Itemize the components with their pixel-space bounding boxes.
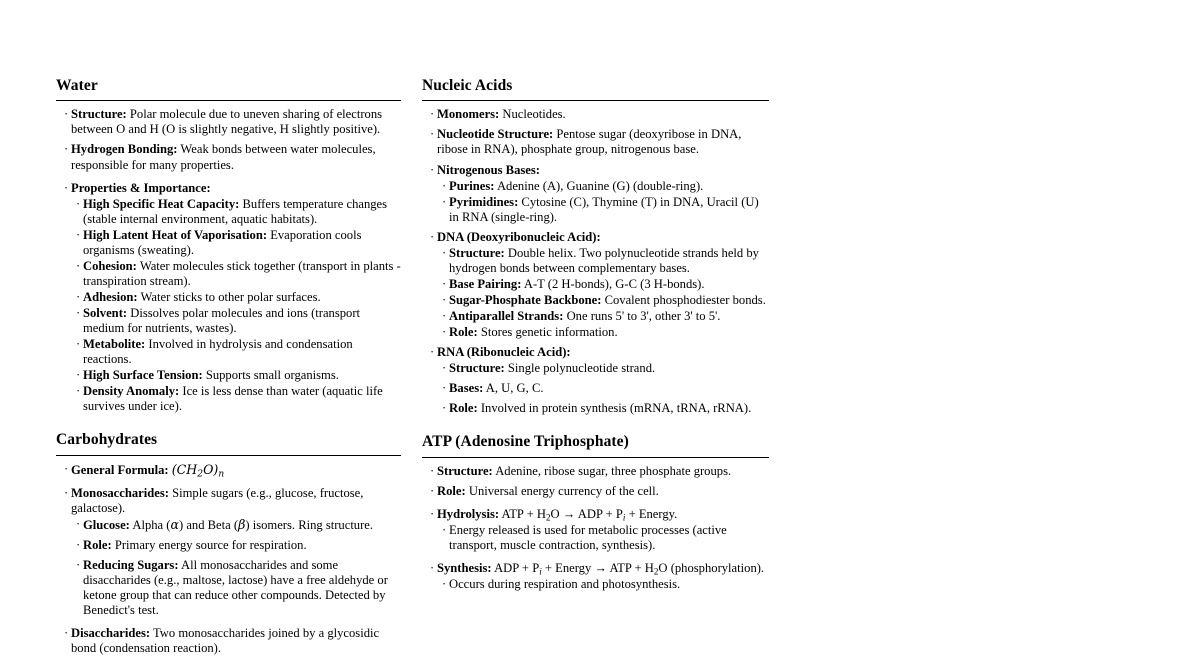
item-text: Single polynucleotide strand.	[507, 361, 656, 376]
bullet-icon: ·	[430, 560, 435, 575]
list-item	[442, 195, 769, 225]
nitrogenous-bases-sublist	[430, 179, 769, 225]
item-text: Nucleotides.	[502, 107, 566, 122]
list-item	[442, 293, 769, 308]
bullet-icon: ·	[76, 337, 81, 352]
item-text: Cytosine (C), Thymine (T) in DNA, Uracil (U) in RNA (single-ring).	[449, 194, 759, 224]
item-text: Evaporation cools organisms (sweating).	[83, 227, 362, 257]
atp-list	[422, 464, 769, 592]
list-item	[430, 561, 769, 576]
item-text: Polar molecule due to uneven sharing of electrons between O and H (O is slightly negative, H slightly positive).	[71, 107, 383, 137]
item-label: Monomers:	[437, 107, 500, 122]
item-label: Hydrogen Bonding:	[71, 142, 178, 157]
bullet-icon: ·	[76, 258, 81, 273]
item-text: Adenine (A), Guanine (G) (double-ring).	[496, 178, 704, 193]
bullet-icon: ·	[64, 142, 69, 157]
item-text: Energy released is used for metabolic processes (active transport, muscle contraction, synthesis).	[449, 522, 727, 552]
bullet-icon: ·	[76, 227, 81, 242]
item-text: Simple sugars (e.g., glucose, fructose, galactose).	[71, 485, 364, 515]
item-text: Double helix. Two polynucleotide strands held by hydrogen bonds between complementary bases.	[449, 245, 759, 275]
bullet-icon: ·	[442, 381, 447, 396]
list-item	[76, 558, 401, 618]
list-item	[442, 179, 769, 194]
list-item	[442, 577, 769, 592]
item-label: Density Anomaly:	[83, 384, 180, 399]
list-item	[64, 107, 401, 137]
bullet-icon: ·	[442, 324, 447, 339]
bullet-icon: ·	[76, 557, 81, 572]
item-label: Nucleotide Structure:	[437, 127, 554, 142]
list-item	[430, 163, 769, 178]
list-item	[430, 345, 769, 360]
item-label: Structure:	[449, 361, 505, 376]
item-label: RNA (Ribonucleic Acid):	[437, 345, 571, 360]
item-text: A, U, G, C.	[485, 381, 544, 396]
item-text: Involved in hydrolysis and condensation reactions.	[83, 337, 353, 367]
item-text: Occurs during respiration and photosynthesis.	[449, 576, 681, 591]
list-item	[76, 517, 401, 533]
dna-sublist	[430, 246, 769, 340]
bullet-icon: ·	[442, 522, 447, 537]
bullet-icon: ·	[76, 516, 81, 531]
item-label: Monosaccharides:	[71, 485, 169, 500]
item-text: All monosaccharides and some disaccharides (e.g., maltose, lactose) have a free aldehyde or ketone group that can reduce other compounds. Detected by Benedict's test.	[83, 557, 388, 618]
bullet-icon: ·	[430, 345, 435, 360]
item-label: Structure:	[71, 107, 127, 122]
item-label: Cohesion:	[83, 258, 137, 273]
list-item	[430, 127, 769, 157]
synthesis-sublist	[430, 577, 769, 592]
item-text: Water sticks to other polar surfaces.	[140, 289, 321, 304]
carbohydrates-list	[56, 462, 401, 657]
item-text: Stores genetic information.	[480, 324, 618, 339]
bullet-icon: ·	[430, 127, 435, 142]
section-nucleic-acids	[422, 76, 769, 416]
item-text: Involved in protein synthesis (mRNA, tRNA, rRNA).	[480, 401, 752, 416]
item-text: Weak bonds between water molecules, responsible for many properties.	[71, 142, 376, 172]
item-label: Solvent:	[83, 305, 128, 320]
item-label: Base Pairing:	[449, 276, 522, 291]
list-item	[76, 538, 401, 553]
left-column	[56, 76, 401, 657]
bullet-icon: ·	[64, 107, 69, 122]
item-label: Structure:	[437, 463, 493, 478]
list-item	[76, 290, 401, 305]
section-water	[56, 76, 401, 414]
section-divider-water	[56, 100, 401, 101]
list-item	[442, 523, 769, 553]
item-label: Reducing Sugars:	[83, 557, 179, 572]
item-label: Pyrimidines:	[449, 194, 519, 209]
item-label: Purines:	[449, 178, 495, 193]
bullet-icon: ·	[442, 245, 447, 260]
item-text: Alpha (α) and Beta (β) isomers. Ring structure.	[132, 516, 374, 532]
bullet-icon: ·	[64, 626, 69, 641]
item-text: Pentose sugar (deoxyribose in DNA, ribose in RNA), phosphate group, nitrogenous base.	[437, 127, 742, 157]
item-label: Properties & Importance:	[71, 180, 211, 195]
section-atp	[422, 432, 769, 592]
section-divider-nucleic-acids	[422, 100, 769, 101]
item-label: Structure:	[449, 245, 505, 260]
item-label: Adhesion:	[83, 289, 138, 304]
list-item	[442, 361, 769, 376]
bullet-icon: ·	[76, 384, 81, 399]
list-item	[76, 259, 401, 289]
list-item	[442, 325, 769, 340]
bullet-icon: ·	[442, 276, 447, 291]
list-item	[430, 464, 769, 479]
item-label: General Formula:	[71, 462, 169, 477]
monosaccharides-sublist	[64, 517, 401, 618]
list-item	[64, 181, 401, 196]
item-text: Two monosaccharides joined by a glycosidic bond (condensation reaction).	[71, 626, 380, 656]
general-formula: $(CH_2O)_n$	[171, 461, 225, 479]
alpha-symbol: α	[170, 516, 179, 532]
item-text: One runs 5' to 3', other 3' to 5'.	[566, 308, 721, 323]
list-item	[430, 507, 769, 522]
list-item	[64, 142, 401, 172]
list-item	[442, 277, 769, 292]
section-title-nucleic-acids: Nucleic Acids	[422, 77, 513, 94]
item-text: Adenine, ribose sugar, three phosphate groups.	[495, 463, 732, 478]
item-label: Sugar-Phosphate Backbone:	[449, 292, 602, 307]
item-label: Role:	[83, 537, 112, 552]
nucleic-acids-list	[422, 107, 769, 416]
list-item	[76, 384, 401, 414]
list-item	[76, 197, 401, 227]
item-text: Universal energy currency of the cell.	[468, 483, 659, 498]
bullet-icon: ·	[430, 483, 435, 498]
list-item	[442, 309, 769, 324]
item-label: Metabolite:	[83, 337, 146, 352]
bullet-icon: ·	[76, 368, 81, 383]
bullet-icon: ·	[442, 576, 447, 591]
hydrolysis-sublist	[430, 523, 769, 553]
bullet-icon: ·	[76, 537, 81, 552]
item-label: Role:	[449, 401, 478, 416]
list-item	[76, 368, 401, 383]
item-label: Synthesis:	[437, 560, 492, 575]
bullet-icon: ·	[442, 401, 447, 416]
bullet-icon: ·	[430, 506, 435, 521]
item-text: A-T (2 H-bonds), G-C (3 H-bonds).	[523, 276, 705, 291]
item-text: Water molecules stick together (transport in plants - transpiration stream).	[83, 258, 401, 288]
bullet-icon: ·	[76, 305, 81, 320]
item-text: Primary energy source for respiration.	[114, 537, 307, 552]
item-label: Glucose:	[83, 517, 130, 532]
section-divider-carbohydrates	[56, 455, 401, 456]
item-label: Hydrolysis:	[437, 506, 500, 521]
item-text: Ice is less dense than water (aquatic life survives under ice).	[83, 384, 383, 414]
rna-sublist	[430, 361, 769, 416]
bullet-icon: ·	[64, 180, 69, 195]
bullet-icon: ·	[430, 162, 435, 177]
list-item	[442, 246, 769, 276]
item-label: Nitrogenous Bases:	[437, 162, 540, 177]
list-item	[430, 230, 769, 245]
list-item	[430, 107, 769, 122]
bullet-icon: ·	[64, 461, 69, 476]
item-label: Antiparallel Strands:	[449, 308, 564, 323]
list-item	[64, 462, 401, 478]
list-item	[76, 337, 401, 367]
bullet-icon: ·	[430, 463, 435, 478]
section-title-water: Water	[56, 77, 98, 94]
item-label: High Latent Heat of Vaporisation:	[83, 227, 268, 242]
item-label: Disaccharides:	[71, 626, 151, 641]
bullet-icon: ·	[442, 178, 447, 193]
item-text: Dissolves polar molecules and ions (transport medium for nutrients, wastes).	[83, 305, 361, 335]
item-label: Role:	[437, 483, 466, 498]
beta-symbol: β	[238, 516, 246, 532]
bullet-icon: ·	[430, 107, 435, 122]
item-text: Supports small organisms.	[205, 368, 339, 383]
item-label: Bases:	[449, 381, 484, 396]
list-item	[76, 228, 401, 258]
bullet-icon: ·	[442, 308, 447, 323]
bullet-icon: ·	[64, 485, 69, 500]
section-carbohydrates	[56, 430, 401, 656]
synthesis-equation: ADP + Pi + Energy → ATP + $H_2O$	[494, 560, 668, 577]
item-label: High Specific Heat Capacity:	[83, 196, 240, 211]
list-item	[64, 486, 401, 516]
list-item	[430, 484, 769, 499]
bullet-icon: ·	[442, 361, 447, 376]
item-label: DNA (Deoxyribonucleic Acid):	[437, 229, 601, 244]
bullet-icon: ·	[442, 292, 447, 307]
hydrolysis-equation: ATP + $H_2O$ → ADP + Pi + Energy.	[501, 506, 678, 522]
bullet-icon: ·	[76, 196, 81, 211]
section-title-atp: ATP (Adenosine Triphosphate)	[422, 433, 629, 451]
item-label: Role:	[449, 324, 478, 339]
list-item	[76, 306, 401, 336]
water-properties-list	[64, 197, 401, 415]
right-column	[422, 76, 769, 593]
synthesis-tail: (phosphorylation).	[670, 560, 765, 575]
section-divider-atp	[422, 457, 769, 458]
bullet-icon: ·	[442, 194, 447, 209]
item-text: Buffers temperature changes (stable internal environment, aquatic habitats).	[83, 196, 388, 226]
item-text: Covalent phosphodiester bonds.	[604, 292, 766, 307]
list-item	[64, 626, 401, 656]
bullet-icon: ·	[430, 229, 435, 244]
list-item	[442, 401, 769, 416]
section-title-carbohydrates: Carbohydrates	[56, 431, 158, 449]
water-list	[56, 107, 401, 414]
bullet-icon: ·	[76, 289, 81, 304]
list-item	[442, 381, 769, 396]
item-label: High Surface Tension:	[83, 368, 203, 383]
